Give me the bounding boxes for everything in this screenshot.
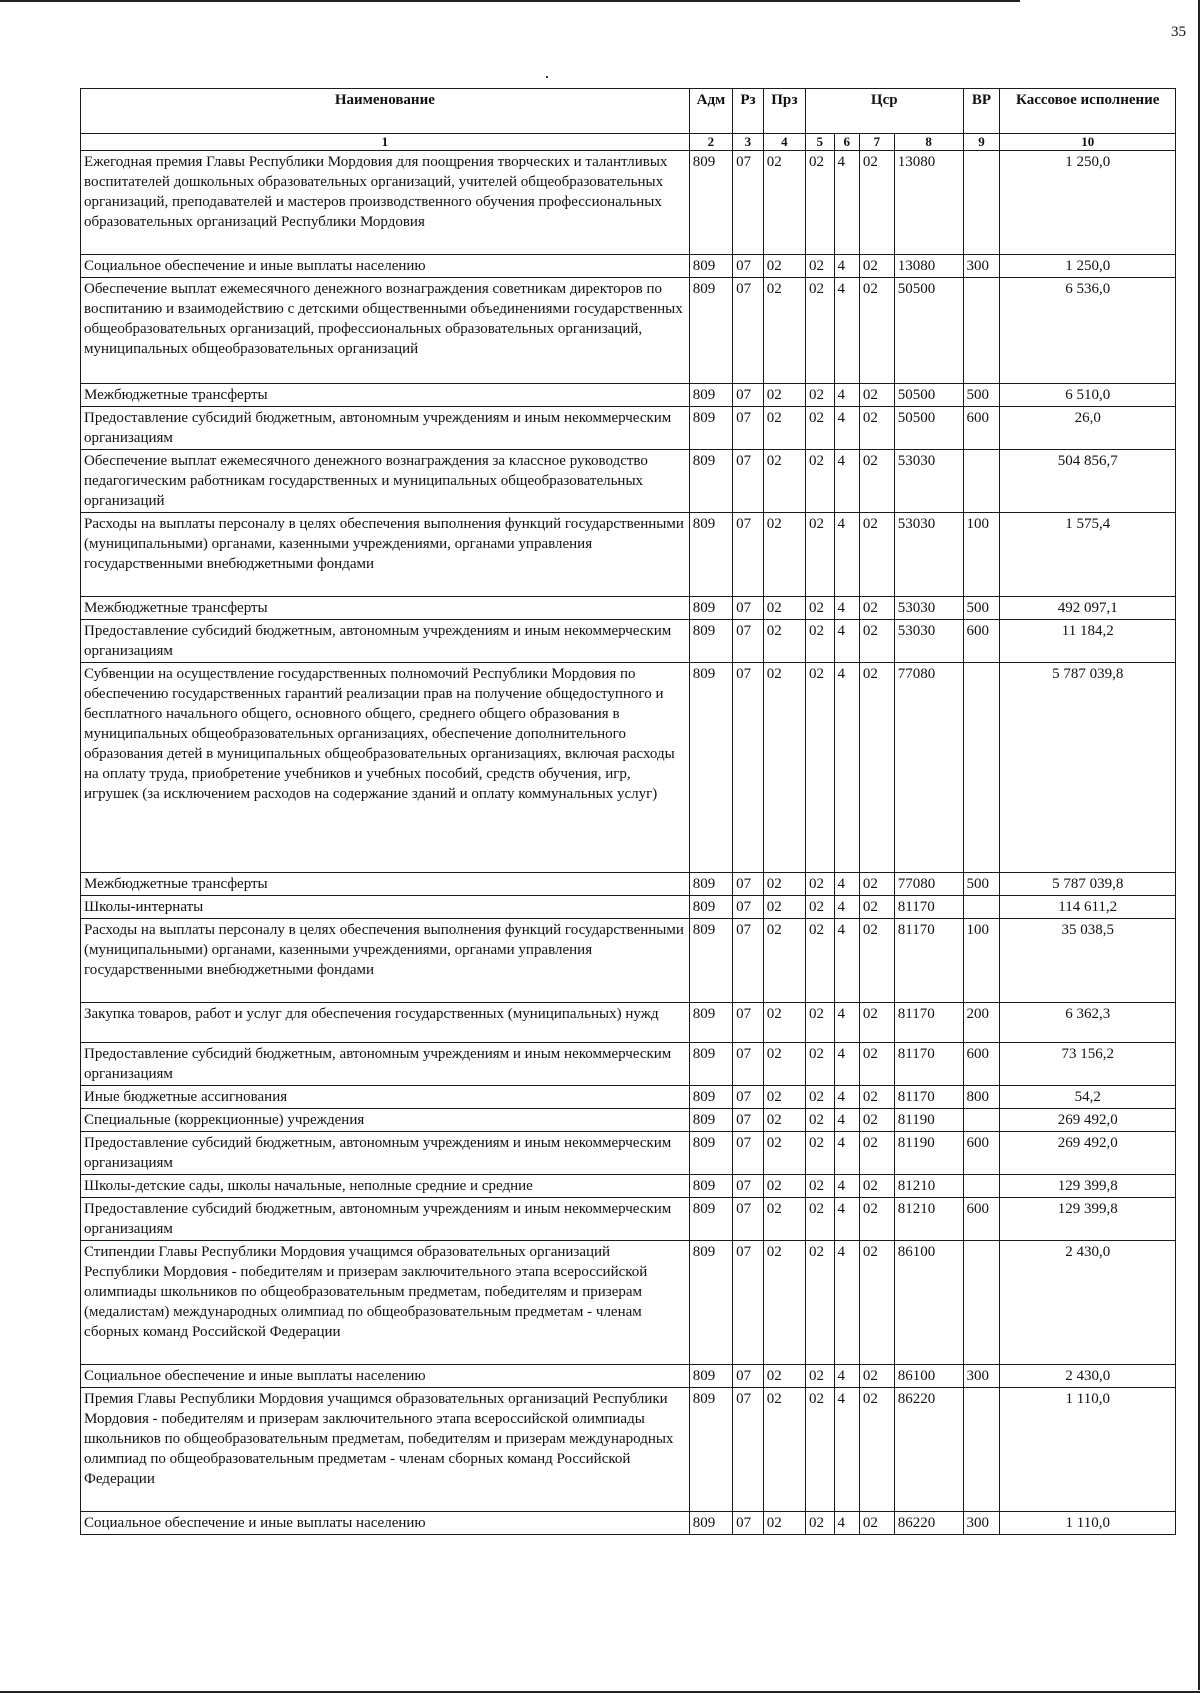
row-adm: 809 bbox=[689, 1109, 732, 1132]
table-row bbox=[81, 1086, 1176, 1109]
row-adm: 809 bbox=[689, 1175, 732, 1198]
row-rz: 07 bbox=[733, 255, 764, 278]
row-vr: 600 bbox=[963, 407, 1000, 450]
row-adm: 809 bbox=[689, 919, 732, 1003]
row-csr-1: 02 bbox=[806, 151, 835, 255]
row-csr-4: 50500 bbox=[894, 278, 963, 384]
row-amount: 269 492,0 bbox=[1000, 1132, 1176, 1175]
row-csr-1: 02 bbox=[806, 1512, 835, 1535]
row-csr-1: 02 bbox=[806, 1109, 835, 1132]
header-name: Наименование bbox=[81, 89, 690, 134]
row-csr-4: 86100 bbox=[894, 1241, 963, 1365]
row-name: Расходы на выплаты персоналу в целях обеспечения выполнения функций государственными (муниципальными) органами, казенными учреждениями, органами управления государственными внебюджетными фондами bbox=[81, 919, 690, 1003]
row-amount: 1 250,0 bbox=[1000, 151, 1176, 255]
table-row bbox=[81, 407, 1176, 450]
table-row bbox=[81, 1365, 1176, 1388]
row-adm: 809 bbox=[689, 278, 732, 384]
row-csr-1: 02 bbox=[806, 255, 835, 278]
table-row bbox=[81, 1241, 1176, 1365]
row-adm: 809 bbox=[689, 663, 732, 873]
row-rz: 07 bbox=[733, 450, 764, 513]
row-rz: 07 bbox=[733, 1365, 764, 1388]
row-name: Обеспечение выплат ежемесячного денежного вознаграждения советникам директоров по воспитанию и взаимодействию с детскими общественными объединениями государственных общеобразовательных организаций, профессиональных образовательных организаций, муниципальных общеобразовательных организаций bbox=[81, 278, 690, 384]
row-csr-2: 4 bbox=[834, 1086, 859, 1109]
row-name: Расходы на выплаты персоналу в целях обеспечения выполнения функций государственными (муниципальными) органами, казенными учреждениями, органами управления государственными внебюджетными фондами bbox=[81, 513, 690, 597]
row-rz: 07 bbox=[733, 407, 764, 450]
row-name: Предоставление субсидий бюджетным, автономным учреждениям и иным некоммерческим организациям bbox=[81, 1043, 690, 1086]
row-csr-3: 02 bbox=[859, 1003, 894, 1043]
row-rz: 07 bbox=[733, 1086, 764, 1109]
table-row bbox=[81, 450, 1176, 513]
row-adm: 809 bbox=[689, 1003, 732, 1043]
row-csr-4: 81170 bbox=[894, 919, 963, 1003]
column-number: 4 bbox=[763, 134, 805, 151]
table-row bbox=[81, 513, 1176, 597]
row-adm: 809 bbox=[689, 513, 732, 597]
row-rz: 07 bbox=[733, 278, 764, 384]
row-csr-2: 4 bbox=[834, 1043, 859, 1086]
row-vr: 500 bbox=[963, 873, 1000, 896]
row-amount: 1 110,0 bbox=[1000, 1512, 1176, 1535]
row-csr-3: 02 bbox=[859, 1365, 894, 1388]
row-name: Иные бюджетные ассигнования bbox=[81, 1086, 690, 1109]
row-amount: 54,2 bbox=[1000, 1086, 1176, 1109]
row-adm: 809 bbox=[689, 1043, 732, 1086]
row-csr-1: 02 bbox=[806, 896, 835, 919]
row-csr-3: 02 bbox=[859, 407, 894, 450]
scan-border-top bbox=[0, 0, 1020, 2]
row-prz: 02 bbox=[763, 1043, 805, 1086]
row-name: Предоставление субсидий бюджетным, автономным учреждениям и иным некоммерческим организациям bbox=[81, 620, 690, 663]
row-prz: 02 bbox=[763, 1241, 805, 1365]
row-csr-3: 02 bbox=[859, 919, 894, 1003]
row-adm: 809 bbox=[689, 255, 732, 278]
row-prz: 02 bbox=[763, 450, 805, 513]
column-number: 6 bbox=[834, 134, 859, 151]
table-row bbox=[81, 1512, 1176, 1535]
row-vr bbox=[963, 278, 1000, 384]
row-adm: 809 bbox=[689, 620, 732, 663]
row-rz: 07 bbox=[733, 151, 764, 255]
row-csr-1: 02 bbox=[806, 1003, 835, 1043]
row-amount: 1 250,0 bbox=[1000, 255, 1176, 278]
row-csr-3: 02 bbox=[859, 620, 894, 663]
row-csr-1: 02 bbox=[806, 278, 835, 384]
row-csr-4: 53030 bbox=[894, 620, 963, 663]
row-csr-2: 4 bbox=[834, 896, 859, 919]
row-csr-1: 02 bbox=[806, 663, 835, 873]
row-csr-4: 81170 bbox=[894, 896, 963, 919]
row-csr-1: 02 bbox=[806, 1175, 835, 1198]
table-row bbox=[81, 1132, 1176, 1175]
row-csr-3: 02 bbox=[859, 1043, 894, 1086]
row-vr bbox=[963, 1241, 1000, 1365]
table-row bbox=[81, 151, 1176, 255]
column-number: 8 bbox=[894, 134, 963, 151]
row-vr: 800 bbox=[963, 1086, 1000, 1109]
row-vr: 600 bbox=[963, 620, 1000, 663]
row-prz: 02 bbox=[763, 1198, 805, 1241]
row-rz: 07 bbox=[733, 1198, 764, 1241]
row-csr-2: 4 bbox=[834, 1132, 859, 1175]
row-csr-3: 02 bbox=[859, 1109, 894, 1132]
row-name: Ежегодная премия Главы Республики Мордовия для поощрения творческих и талантливых воспитателей дошкольных образовательных организаций, учителей общеобразовательных организаций, преподавателей и мастеров производственного обучения профессиональных образовательных организаций Республики Мордовия bbox=[81, 151, 690, 255]
row-csr-4: 81210 bbox=[894, 1198, 963, 1241]
row-rz: 07 bbox=[733, 620, 764, 663]
row-vr: 200 bbox=[963, 1003, 1000, 1043]
row-name: Предоставление субсидий бюджетным, автономным учреждениям и иным некоммерческим организациям bbox=[81, 1132, 690, 1175]
row-csr-3: 02 bbox=[859, 896, 894, 919]
row-adm: 809 bbox=[689, 896, 732, 919]
row-csr-3: 02 bbox=[859, 1388, 894, 1512]
row-prz: 02 bbox=[763, 896, 805, 919]
budget-execution-table bbox=[80, 88, 1176, 1535]
table-row bbox=[81, 384, 1176, 407]
row-csr-1: 02 bbox=[806, 1086, 835, 1109]
row-prz: 02 bbox=[763, 278, 805, 384]
row-name: Социальное обеспечение и иные выплаты населению bbox=[81, 255, 690, 278]
row-csr-2: 4 bbox=[834, 384, 859, 407]
table-row bbox=[81, 1175, 1176, 1198]
row-vr bbox=[963, 450, 1000, 513]
table-row bbox=[81, 896, 1176, 919]
row-adm: 809 bbox=[689, 1512, 732, 1535]
row-csr-2: 4 bbox=[834, 919, 859, 1003]
row-csr-1: 02 bbox=[806, 597, 835, 620]
row-csr-2: 4 bbox=[834, 1512, 859, 1535]
row-prz: 02 bbox=[763, 873, 805, 896]
row-csr-4: 81170 bbox=[894, 1043, 963, 1086]
row-csr-1: 02 bbox=[806, 919, 835, 1003]
column-number: 5 bbox=[806, 134, 835, 151]
row-rz: 07 bbox=[733, 1388, 764, 1512]
row-csr-4: 81190 bbox=[894, 1132, 963, 1175]
row-amount: 269 492,0 bbox=[1000, 1109, 1176, 1132]
row-vr bbox=[963, 663, 1000, 873]
row-vr: 100 bbox=[963, 513, 1000, 597]
row-amount: 6 362,3 bbox=[1000, 1003, 1176, 1043]
page-number: 35 bbox=[1171, 24, 1186, 40]
row-csr-2: 4 bbox=[834, 450, 859, 513]
row-rz: 07 bbox=[733, 513, 764, 597]
row-csr-4: 86220 bbox=[894, 1388, 963, 1512]
row-csr-4: 53030 bbox=[894, 513, 963, 597]
row-csr-2: 4 bbox=[834, 620, 859, 663]
row-vr: 600 bbox=[963, 1043, 1000, 1086]
row-name: Межбюджетные трансферты bbox=[81, 384, 690, 407]
table-row bbox=[81, 620, 1176, 663]
row-adm: 809 bbox=[689, 151, 732, 255]
row-csr-2: 4 bbox=[834, 1003, 859, 1043]
row-rz: 07 bbox=[733, 1512, 764, 1535]
header-cer: Цср bbox=[806, 89, 964, 134]
row-csr-4: 53030 bbox=[894, 597, 963, 620]
row-rz: 07 bbox=[733, 1109, 764, 1132]
row-csr-1: 02 bbox=[806, 620, 835, 663]
row-name: Межбюджетные трансферты bbox=[81, 597, 690, 620]
row-amount: 504 856,7 bbox=[1000, 450, 1176, 513]
row-csr-4: 50500 bbox=[894, 407, 963, 450]
row-prz: 02 bbox=[763, 1388, 805, 1512]
row-csr-2: 4 bbox=[834, 663, 859, 873]
row-csr-2: 4 bbox=[834, 597, 859, 620]
row-amount: 114 611,2 bbox=[1000, 896, 1176, 919]
row-prz: 02 bbox=[763, 597, 805, 620]
header-vr: ВР bbox=[963, 89, 1000, 134]
row-csr-3: 02 bbox=[859, 1086, 894, 1109]
row-csr-4: 81190 bbox=[894, 1109, 963, 1132]
row-adm: 809 bbox=[689, 384, 732, 407]
row-vr: 500 bbox=[963, 384, 1000, 407]
table-row bbox=[81, 1198, 1176, 1241]
row-csr-2: 4 bbox=[834, 407, 859, 450]
row-csr-2: 4 bbox=[834, 1365, 859, 1388]
row-prz: 02 bbox=[763, 513, 805, 597]
table-row bbox=[81, 1043, 1176, 1086]
row-rz: 07 bbox=[733, 873, 764, 896]
column-number: 10 bbox=[1000, 134, 1176, 151]
row-csr-4: 13080 bbox=[894, 255, 963, 278]
column-number: 1 bbox=[81, 134, 690, 151]
row-adm: 809 bbox=[689, 1132, 732, 1175]
row-amount: 5 787 039,8 bbox=[1000, 873, 1176, 896]
row-csr-3: 02 bbox=[859, 1512, 894, 1535]
row-name: Школы-детские сады, школы начальные, неполные средние и средние bbox=[81, 1175, 690, 1198]
row-prz: 02 bbox=[763, 620, 805, 663]
row-prz: 02 bbox=[763, 1175, 805, 1198]
row-csr-3: 02 bbox=[859, 1198, 894, 1241]
row-adm: 809 bbox=[689, 407, 732, 450]
row-csr-3: 02 bbox=[859, 384, 894, 407]
row-csr-4: 81170 bbox=[894, 1003, 963, 1043]
row-prz: 02 bbox=[763, 255, 805, 278]
row-name: Обеспечение выплат ежемесячного денежного вознаграждения за классное руководство педагогическим работникам государственных и муниципальных общеобразовательных организаций bbox=[81, 450, 690, 513]
row-csr-2: 4 bbox=[834, 873, 859, 896]
row-amount: 11 184,2 bbox=[1000, 620, 1176, 663]
row-rz: 07 bbox=[733, 1132, 764, 1175]
row-csr-2: 4 bbox=[834, 278, 859, 384]
row-csr-1: 02 bbox=[806, 1365, 835, 1388]
row-prz: 02 bbox=[763, 1365, 805, 1388]
row-csr-3: 02 bbox=[859, 278, 894, 384]
row-vr bbox=[963, 151, 1000, 255]
row-csr-1: 02 bbox=[806, 450, 835, 513]
row-adm: 809 bbox=[689, 597, 732, 620]
column-number: 2 bbox=[689, 134, 732, 151]
row-rz: 07 bbox=[733, 1043, 764, 1086]
row-csr-1: 02 bbox=[806, 873, 835, 896]
header-rz: Рз bbox=[733, 89, 764, 134]
row-name: Премия Главы Республики Мордовия учащимся образовательных организаций Республики Мордовия - победителям и призерам заключительного этапа всероссийской олимпиады школьников по общеобразовательным предметам, победителям и призерам международных олимпиад по общеобразовательным предметам - членам сборных команд Российской Федерации bbox=[81, 1388, 690, 1512]
row-rz: 07 bbox=[733, 1241, 764, 1365]
table-body bbox=[81, 151, 1176, 1535]
row-amount: 2 430,0 bbox=[1000, 1241, 1176, 1365]
row-prz: 02 bbox=[763, 1132, 805, 1175]
row-name: Закупка товаров, работ и услуг для обеспечения государственных (муниципальных) нужд bbox=[81, 1003, 690, 1043]
column-number: 7 bbox=[859, 134, 894, 151]
row-vr: 100 bbox=[963, 919, 1000, 1003]
row-csr-3: 02 bbox=[859, 873, 894, 896]
row-vr: 600 bbox=[963, 1198, 1000, 1241]
row-vr bbox=[963, 1109, 1000, 1132]
row-csr-3: 02 bbox=[859, 1132, 894, 1175]
row-csr-4: 50500 bbox=[894, 384, 963, 407]
table-row bbox=[81, 873, 1176, 896]
row-vr bbox=[963, 896, 1000, 919]
row-name: Специальные (коррекционные) учреждения bbox=[81, 1109, 690, 1132]
row-csr-4: 81210 bbox=[894, 1175, 963, 1198]
column-number: 3 bbox=[733, 134, 764, 151]
row-rz: 07 bbox=[733, 919, 764, 1003]
row-name: Стипендии Главы Республики Мордовия учащимся образовательных организаций Республики Мордовия - победителям и призерам заключительного этапа всероссийской олимпиады школьников по общеобразовательным предметам, победителям и призерам (медалистам) международных олимпиад по общеобразовательным предметам - членам сборных команд Российской Федерации bbox=[81, 1241, 690, 1365]
row-amount: 129 399,8 bbox=[1000, 1198, 1176, 1241]
row-prz: 02 bbox=[763, 407, 805, 450]
row-amount: 26,0 bbox=[1000, 407, 1176, 450]
table-row bbox=[81, 1109, 1176, 1132]
row-csr-2: 4 bbox=[834, 1175, 859, 1198]
row-vr: 500 bbox=[963, 597, 1000, 620]
row-name: Социальное обеспечение и иные выплаты населению bbox=[81, 1512, 690, 1535]
row-name: Межбюджетные трансферты bbox=[81, 873, 690, 896]
row-amount: 2 430,0 bbox=[1000, 1365, 1176, 1388]
row-rz: 07 bbox=[733, 597, 764, 620]
row-amount: 73 156,2 bbox=[1000, 1043, 1176, 1086]
row-vr: 600 bbox=[963, 1132, 1000, 1175]
row-csr-2: 4 bbox=[834, 1241, 859, 1365]
row-csr-3: 02 bbox=[859, 1241, 894, 1365]
row-name: Предоставление субсидий бюджетным, автономным учреждениям и иным некоммерческим организациям bbox=[81, 1198, 690, 1241]
table-row bbox=[81, 663, 1176, 873]
row-amount: 129 399,8 bbox=[1000, 1175, 1176, 1198]
row-csr-1: 02 bbox=[806, 1388, 835, 1512]
row-csr-3: 02 bbox=[859, 663, 894, 873]
row-csr-4: 77080 bbox=[894, 873, 963, 896]
row-vr: 300 bbox=[963, 255, 1000, 278]
row-prz: 02 bbox=[763, 1086, 805, 1109]
row-csr-2: 4 bbox=[834, 151, 859, 255]
row-csr-3: 02 bbox=[859, 255, 894, 278]
row-csr-1: 02 bbox=[806, 407, 835, 450]
row-adm: 809 bbox=[689, 450, 732, 513]
row-vr: 300 bbox=[963, 1512, 1000, 1535]
row-adm: 809 bbox=[689, 1198, 732, 1241]
row-csr-3: 02 bbox=[859, 151, 894, 255]
row-rz: 07 bbox=[733, 896, 764, 919]
row-amount: 35 038,5 bbox=[1000, 919, 1176, 1003]
row-vr bbox=[963, 1388, 1000, 1512]
row-csr-3: 02 bbox=[859, 513, 894, 597]
row-csr-4: 77080 bbox=[894, 663, 963, 873]
row-amount: 1 110,0 bbox=[1000, 1388, 1176, 1512]
row-prz: 02 bbox=[763, 1003, 805, 1043]
row-csr-2: 4 bbox=[834, 1198, 859, 1241]
row-amount: 492 097,1 bbox=[1000, 597, 1176, 620]
row-name: Социальное обеспечение и иные выплаты населению bbox=[81, 1365, 690, 1388]
table-row bbox=[81, 919, 1176, 1003]
row-vr bbox=[963, 1175, 1000, 1198]
row-adm: 809 bbox=[689, 1086, 732, 1109]
row-csr-2: 4 bbox=[834, 255, 859, 278]
row-csr-1: 02 bbox=[806, 1198, 835, 1241]
row-name: Предоставление субсидий бюджетным, автономным учреждениям и иным некоммерческим организациям bbox=[81, 407, 690, 450]
row-adm: 809 bbox=[689, 873, 732, 896]
header-prz: Прз bbox=[763, 89, 805, 134]
row-prz: 02 bbox=[763, 919, 805, 1003]
row-csr-1: 02 bbox=[806, 384, 835, 407]
row-csr-3: 02 bbox=[859, 450, 894, 513]
row-vr: 300 bbox=[963, 1365, 1000, 1388]
row-csr-4: 86220 bbox=[894, 1512, 963, 1535]
row-csr-1: 02 bbox=[806, 513, 835, 597]
row-csr-1: 02 bbox=[806, 1241, 835, 1365]
table-row bbox=[81, 278, 1176, 384]
row-amount: 5 787 039,8 bbox=[1000, 663, 1176, 873]
scan-speck bbox=[546, 76, 548, 78]
table-row bbox=[81, 1003, 1176, 1043]
row-csr-4: 86100 bbox=[894, 1365, 963, 1388]
row-csr-1: 02 bbox=[806, 1043, 835, 1086]
row-csr-1: 02 bbox=[806, 1132, 835, 1175]
row-csr-2: 4 bbox=[834, 513, 859, 597]
column-number: 9 bbox=[963, 134, 1000, 151]
row-csr-4: 13080 bbox=[894, 151, 963, 255]
row-csr-2: 4 bbox=[834, 1388, 859, 1512]
table-row bbox=[81, 255, 1176, 278]
row-adm: 809 bbox=[689, 1241, 732, 1365]
row-amount: 1 575,4 bbox=[1000, 513, 1176, 597]
row-prz: 02 bbox=[763, 663, 805, 873]
row-adm: 809 bbox=[689, 1388, 732, 1512]
row-prz: 02 bbox=[763, 384, 805, 407]
row-csr-4: 53030 bbox=[894, 450, 963, 513]
row-prz: 02 bbox=[763, 1512, 805, 1535]
column-number-row bbox=[81, 134, 1176, 151]
row-prz: 02 bbox=[763, 1109, 805, 1132]
row-csr-3: 02 bbox=[859, 597, 894, 620]
table-row bbox=[81, 1388, 1176, 1512]
row-amount: 6 510,0 bbox=[1000, 384, 1176, 407]
row-rz: 07 bbox=[733, 1003, 764, 1043]
row-csr-4: 81170 bbox=[894, 1086, 963, 1109]
row-name: Субвенции на осуществление государственных полномочий Республики Мордовия по обеспечению государственных гарантий реализации прав на получение общедоступного и бесплатного начального общего, основного общего, среднего общего образования в муниципальных общеобразовательных организациях, обеспечение дополнительного образования детей в муниципальных общеобразовательных организациях, включая расходы на оплату труда, приобретение учебников и учебных пособий, средств обучения, игр, игрушек (за исключением расходов на содержание зданий и оплату коммунальных услуг) bbox=[81, 663, 690, 873]
row-adm: 809 bbox=[689, 1365, 732, 1388]
row-rz: 07 bbox=[733, 384, 764, 407]
row-name: Школы-интернаты bbox=[81, 896, 690, 919]
table-row bbox=[81, 597, 1176, 620]
row-amount: 6 536,0 bbox=[1000, 278, 1176, 384]
row-prz: 02 bbox=[763, 151, 805, 255]
header-kassa: Кассовое исполнение bbox=[1000, 89, 1176, 134]
row-csr-3: 02 bbox=[859, 1175, 894, 1198]
row-rz: 07 bbox=[733, 663, 764, 873]
row-rz: 07 bbox=[733, 1175, 764, 1198]
header-adm: Адм bbox=[689, 89, 732, 134]
row-csr-2: 4 bbox=[834, 1109, 859, 1132]
